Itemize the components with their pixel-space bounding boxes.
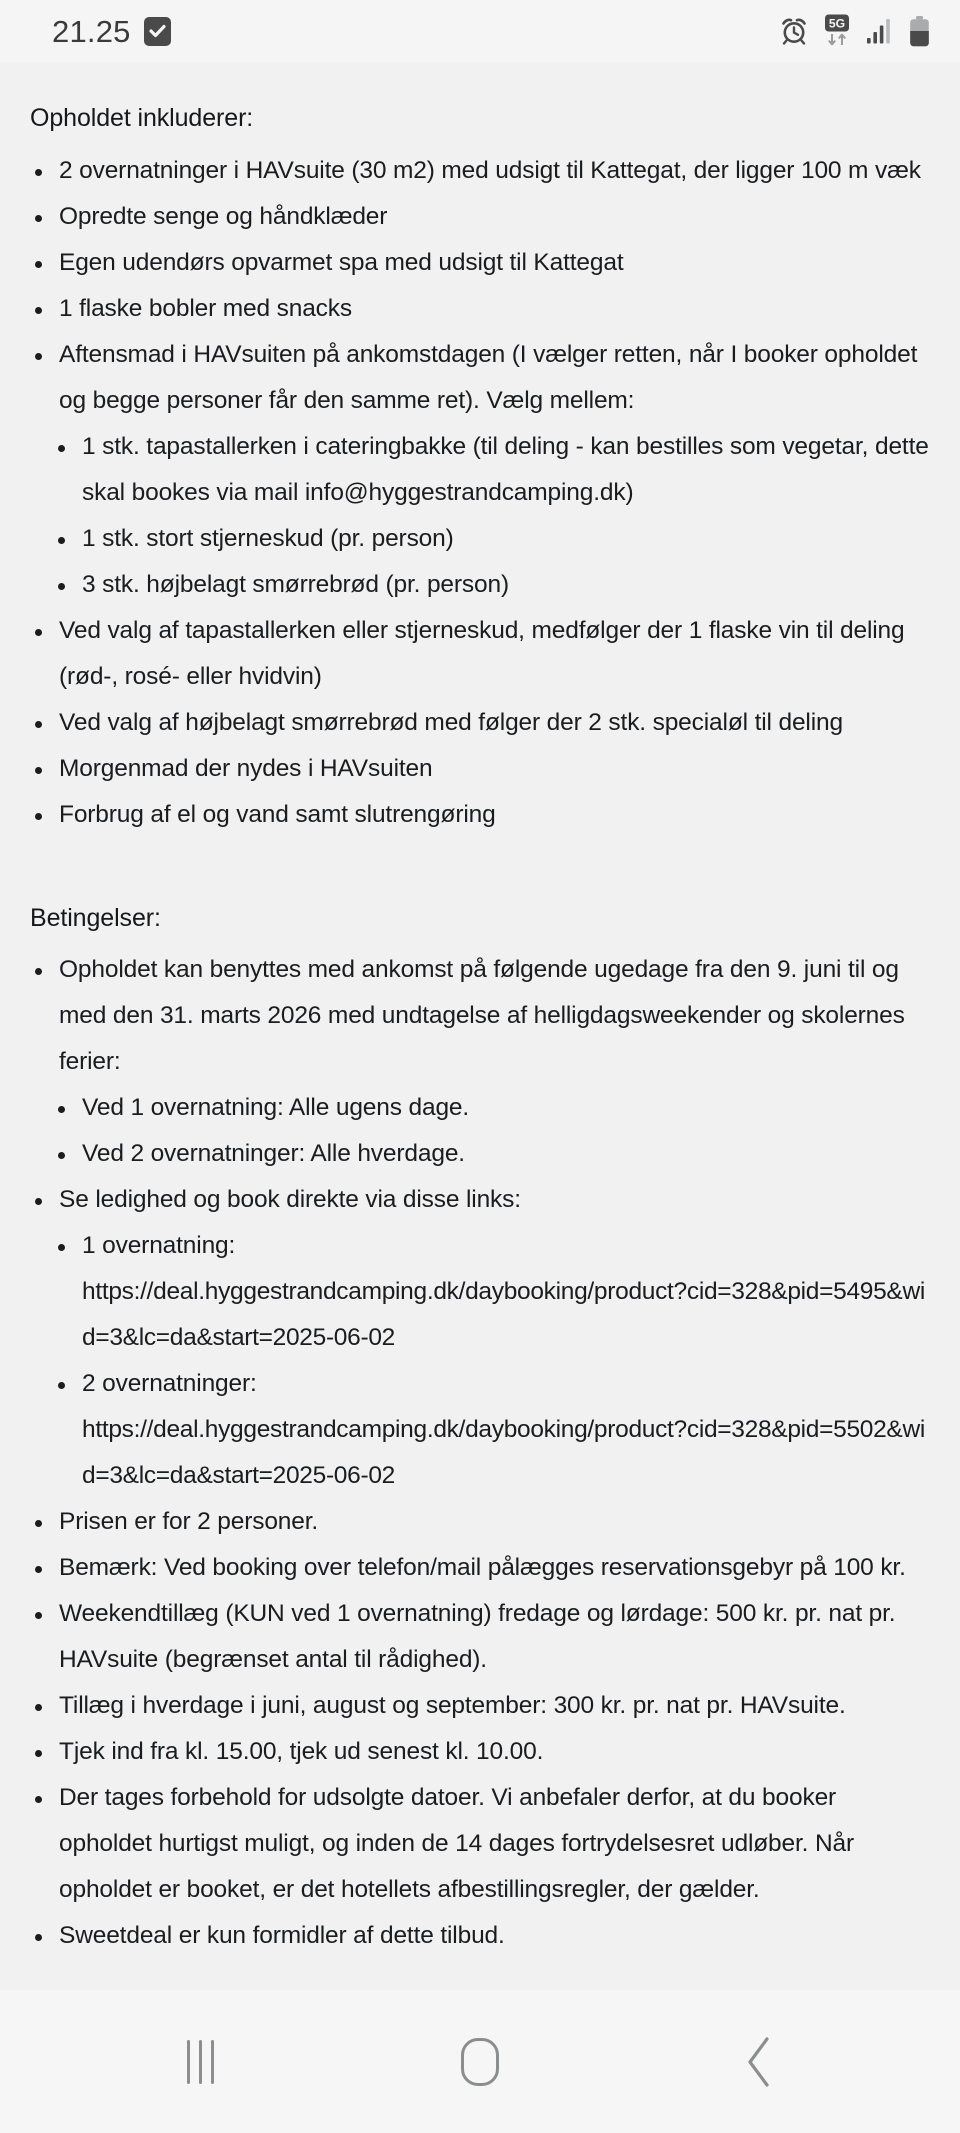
list-item: Weekendtillæg (KUN ved 1 overnatning) fredage og lørdage: 500 kr. pr. nat pr. HAVsuite (begrænset antal til rådighed). (30, 1591, 932, 1683)
battery-icon (909, 16, 930, 47)
status-bar-right (780, 14, 930, 48)
list-item: Opredte senge og håndklæder (30, 194, 932, 240)
back-button[interactable] (685, 2012, 835, 2112)
list-item: Tillæg i hverdage i juni, august og september: 300 kr. pr. nat pr. HAVsuite. (30, 1683, 932, 1729)
home-icon (461, 2038, 499, 2086)
status-bar (0, 0, 960, 62)
list-item: 1 stk. tapastallerken i cateringbakke (til deling - kan bestilles som vegetar, dette skal bookes via mail info@hyggestrandcamping.dk) (53, 424, 932, 516)
list-item: Der tages forbehold for udsolgte datoer. Vi anbefaler derfor, at du booker opholdet hurtigst muligt, og inden de 14 dages fortrydelsesret udløber. Når opholdet er booket, er det hotellets afbestillingsregler, der gælder. (30, 1775, 932, 1913)
checkbox-checked-icon (144, 17, 171, 46)
list-item: Aftensmad i HAVsuiten på ankomstdagen (I vælger retten, når I booker opholdet og begge personer får den samme ret). Vælg mellem: (30, 332, 932, 424)
alarm-icon (780, 17, 808, 45)
list-item: 1 flaske bobler med snacks (30, 286, 932, 332)
list-item: 2 overnatninger i HAVsuite (30 m2) med udsigt til Kattegat, der ligger 100 m væk (30, 148, 932, 194)
list-item: Tjek ind fra kl. 15.00, tjek ud senest kl. 10.00. (30, 1729, 932, 1775)
list-item: Ved valg af højbelagt smørrebrød med følger der 2 stk. specialøl til deling (30, 700, 932, 746)
list-item: Egen udendørs opvarmet spa med udsigt til Kattegat (30, 240, 932, 286)
booking-link-2-nights[interactable]: https://deal.hyggestrandcamping.dk/daybooking/product?cid=328&pid=5502&wid=3&lc=da&start=2025-06-02 (82, 1416, 926, 1489)
conditions-list (30, 947, 932, 1959)
conditions-sublist-wrap-days (30, 1085, 932, 1177)
conditions-sublist-wrap-links (30, 1223, 932, 1499)
conditions-heading: Betingelser: (30, 903, 161, 932)
signal-bars-icon (866, 18, 896, 44)
android-navigation-bar (0, 1990, 960, 2133)
recents-button[interactable] (125, 2012, 275, 2112)
list-item: Se ledighed og book direkte via disse links: (30, 1177, 932, 1223)
list-item: Opholdet kan benyttes med ankomst på følgende ugedage fra den 9. juni til og med den 31. marts 2026 med undtagelse af helligdagsweekender og skolernes ferier: (30, 947, 932, 1085)
list-item: 1 overnatning: (53, 1223, 932, 1269)
list-item: Morgenmad der nydes i HAVsuiten (30, 746, 932, 792)
conditions-sublist-links (53, 1223, 932, 1499)
includes-heading: Opholdet inkluderer: (30, 104, 254, 132)
back-icon (743, 2036, 777, 2088)
5g-network-icon (821, 14, 853, 48)
list-item: Bemærk: Ved booking over telefon/mail pålægges reservationsgebyr på 100 kr. (30, 1545, 932, 1591)
booking-link-1-night[interactable]: https://deal.hyggestrandcamping.dk/daybooking/product?cid=328&pid=5495&wid=3&lc=da&start=2025-06-02 (82, 1278, 926, 1351)
list-item: 1 stk. stort stjerneskud (pr. person) (53, 516, 932, 562)
list-item: Ved 1 overnatning: Alle ugens dage. (53, 1085, 932, 1131)
home-button[interactable] (405, 2012, 555, 2112)
status-bar-left (52, 13, 171, 49)
includes-sublist (53, 424, 932, 608)
section-spacer (30, 838, 932, 900)
status-clock: 21.25 (52, 13, 131, 49)
list-item: 3 stk. højbelagt smørrebrød (pr. person) (53, 562, 932, 608)
list-item: Ved valg af tapastallerken eller stjerneskud, medfølger der 1 flaske vin til deling (rød-, rosé- eller hvidvin) (30, 608, 932, 700)
list-item: 2 overnatninger: (53, 1361, 932, 1407)
page-content (0, 62, 960, 1990)
list-item: Ved 2 overnatninger: Alle hverdage. (53, 1131, 932, 1177)
includes-list (30, 148, 932, 838)
list-item: Forbrug af el og vand samt slutrengøring (30, 792, 932, 838)
recents-icon (187, 2040, 214, 2084)
includes-sublist-wrap (30, 424, 932, 608)
svg-text:5G: 5G (828, 16, 846, 31)
conditions-sublist-days (53, 1085, 932, 1177)
list-item: Prisen er for 2 personer. (30, 1499, 932, 1545)
list-item: Sweetdeal er kun formidler af dette tilbud. (30, 1913, 932, 1959)
